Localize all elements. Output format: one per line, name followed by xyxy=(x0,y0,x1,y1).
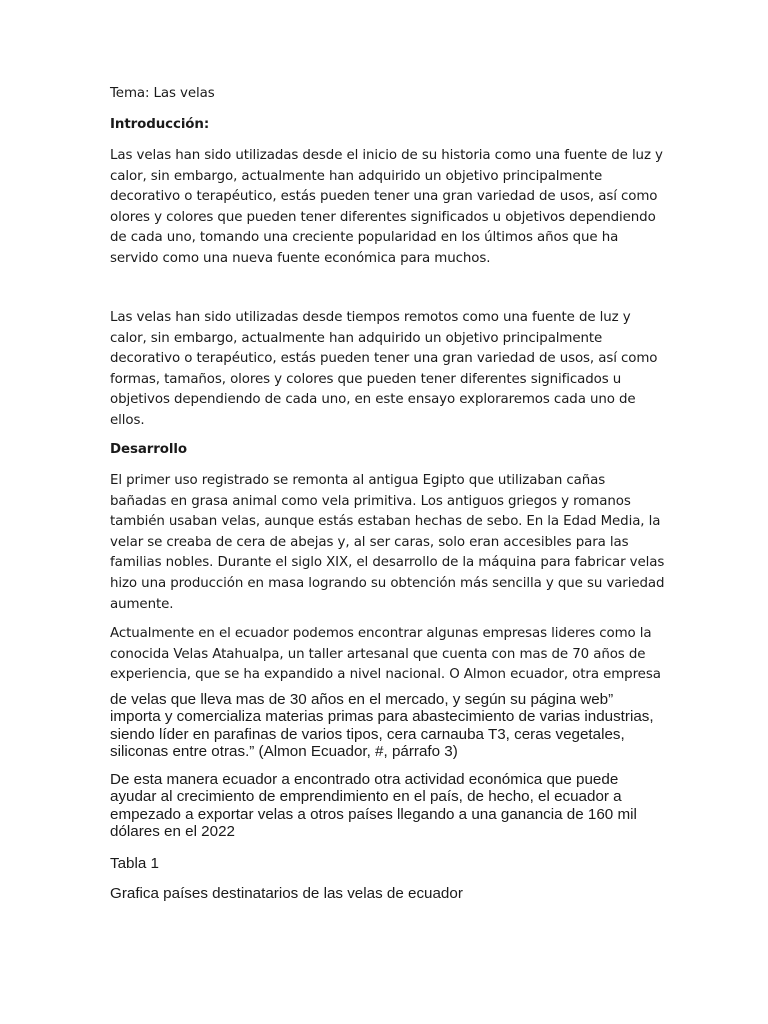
development-paragraph-1: El primer uso registrado se remonta al antigua Egipto que utilizaban cañas bañadas en grasa animal como vela primitiva. Los antiguos griegos y romanos también usaban velas, aunque estás estaban hechas de sebo. En la Edad Media, la velar se creaba de cera de abejas y, al ser caras, solo eran accesibles para las familias nobles. Durante el siglo XIX, el desarrollo de la máquina para fabricar velas hizo una producción en masa logrando su obtención más sencilla y que su variedad aumente. xyxy=(110,473,665,612)
intro-paragraph: Las velas han sido utilizadas desde el inicio de su historia como una fuente de luz y calor, sin embargo, actualmente han adquirido un objetivo principalmente decorativo o terapéutico, estás pueden tener una gran variedad de usos, así como olores y colores que pueden tener diferentes significados u objetivos dependiendo de cada uno, tomando una creciente popularidad en los últimos años que ha servido como una nueva fuente económica para muchos. xyxy=(110,148,663,266)
second-paragraph: Las velas han sido utilizadas desde tiempos remotos como una fuente de luz y calor, sin embargo, actualmente han adquirido un objetivo principalmente decorativo o terapéutico, estás pueden tener una gran variedad de usos, así como formas, tamaños, olores y colores que pueden tener diferentes significados u objetivos dependiendo de cada uno, en este ensayo exploraremos cada uno de ellos. xyxy=(110,310,658,428)
development-paragraph-3: De esta manera ecuador a encontrado otra actividad económica que puede ayudar al crecimiento de emprendimiento en el país, de hecho, el ecuador a empezado a exportar velas a otros países llegando a una ganancia de 160 mil dólares en el 2022 xyxy=(110,771,637,841)
development-paragraph-2a: Actualmente en el ecuador podemos encontrar algunas empresas lideres como la conocida Velas Atahualpa, un taller artesanal que cuenta con mas de 70 años de experiencia, que se ha expandido a nivel nacional. O Almon ecuador, otra empresa xyxy=(110,626,661,683)
table-caption: Grafica países destinatarios de las velas de ecuador xyxy=(110,885,463,902)
development-heading: Desarrollo xyxy=(110,442,187,457)
intro-heading: Introducción: xyxy=(110,117,210,132)
table-label: Tabla 1 xyxy=(110,855,159,872)
topic-line: Tema: Las velas xyxy=(110,86,215,101)
development-paragraph-2b: de velas que lleva mas de 30 años en el mercado, y según su página web” importa y comercializa materias primas para abastecimiento de varias industrias, siendo líder en parafinas de varios tipos, cera carnauba T3, ceras vegetales, siliconas entre otras.” (Almon Ecuador, #, párrafo 3) xyxy=(110,691,654,761)
